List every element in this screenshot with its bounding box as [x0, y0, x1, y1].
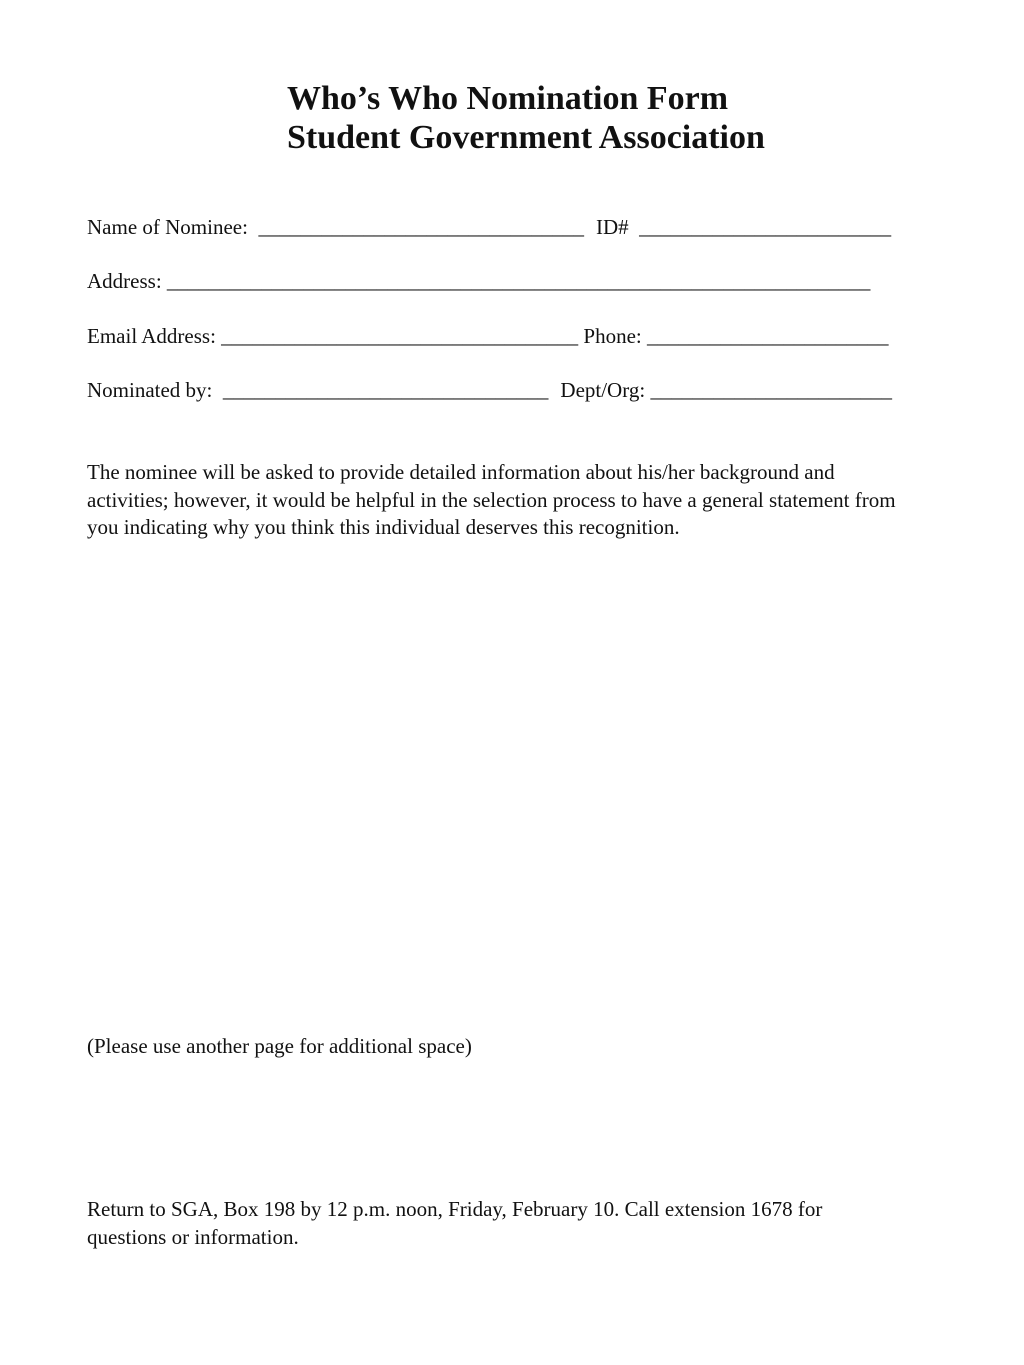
nominated-by-row — [87, 378, 892, 402]
nominated-by-field[interactable]: _______________________________ — [222, 378, 549, 402]
phone-label: Phone: — [583, 324, 642, 348]
form-title-line-2: Student Government Association — [287, 119, 765, 156]
instructions-line-1: The nominee will be asked to provide detailed information about his/her background and — [87, 460, 835, 484]
email-field[interactable]: __________________________________ — [221, 324, 579, 348]
id-label: ID# — [595, 215, 629, 239]
phone-field[interactable]: _______________________ — [647, 324, 889, 348]
nominee-label: Name of Nominee: — [87, 215, 248, 239]
additional-space-text: (Please use another page for additional space) — [87, 1034, 472, 1058]
nominee-field[interactable]: _______________________________ — [258, 215, 584, 239]
return-info-line-1: Return to SGA, Box 198 by 12 p.m. noon, Friday, February 10. Call extension 1678 for — [87, 1197, 823, 1221]
address-row — [87, 269, 870, 293]
return-info-paragraph — [87, 1196, 987, 1251]
additional-space-note — [87, 1033, 987, 1061]
instructions-paragraph — [87, 459, 987, 542]
address-label: Address: — [87, 269, 162, 293]
dept-label: Dept/Org: — [560, 378, 646, 402]
address-field[interactable]: ___________________________________________________________________ — [166, 269, 871, 293]
form-title — [287, 79, 765, 157]
instructions-line-3: you indicating why you think this individual deserves this recognition. — [87, 515, 680, 539]
instructions-line-2: activities; however, it would be helpful in the selection process to have a general statement from — [87, 487, 896, 512]
dept-field[interactable]: _______________________ — [650, 378, 892, 402]
email-row — [87, 324, 889, 348]
return-info-line-2: questions or information. — [87, 1224, 299, 1249]
nominee-row — [87, 215, 891, 239]
nominated-by-label: Nominated by: — [87, 378, 213, 402]
id-field[interactable]: ________________________ — [639, 215, 892, 239]
form-title-line-1: Who’s Who Nomination Form — [287, 80, 729, 117]
email-label: Email Address: — [87, 324, 216, 348]
